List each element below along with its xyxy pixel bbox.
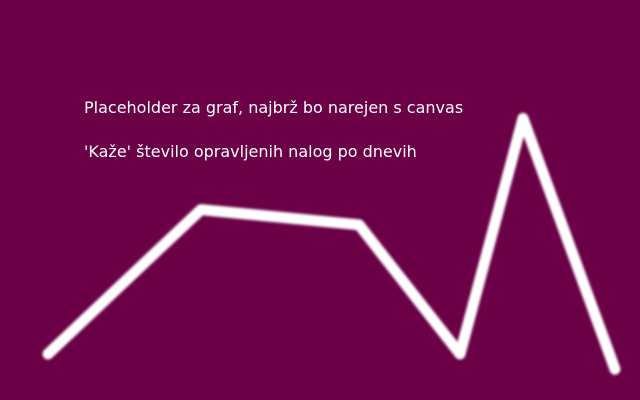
placeholder-title: Placeholder za graf, najbrž bo narejen s canvas xyxy=(84,98,464,117)
placeholder-subtitle: 'Kaže' število opravljenih nalog po dnevih xyxy=(84,142,417,161)
